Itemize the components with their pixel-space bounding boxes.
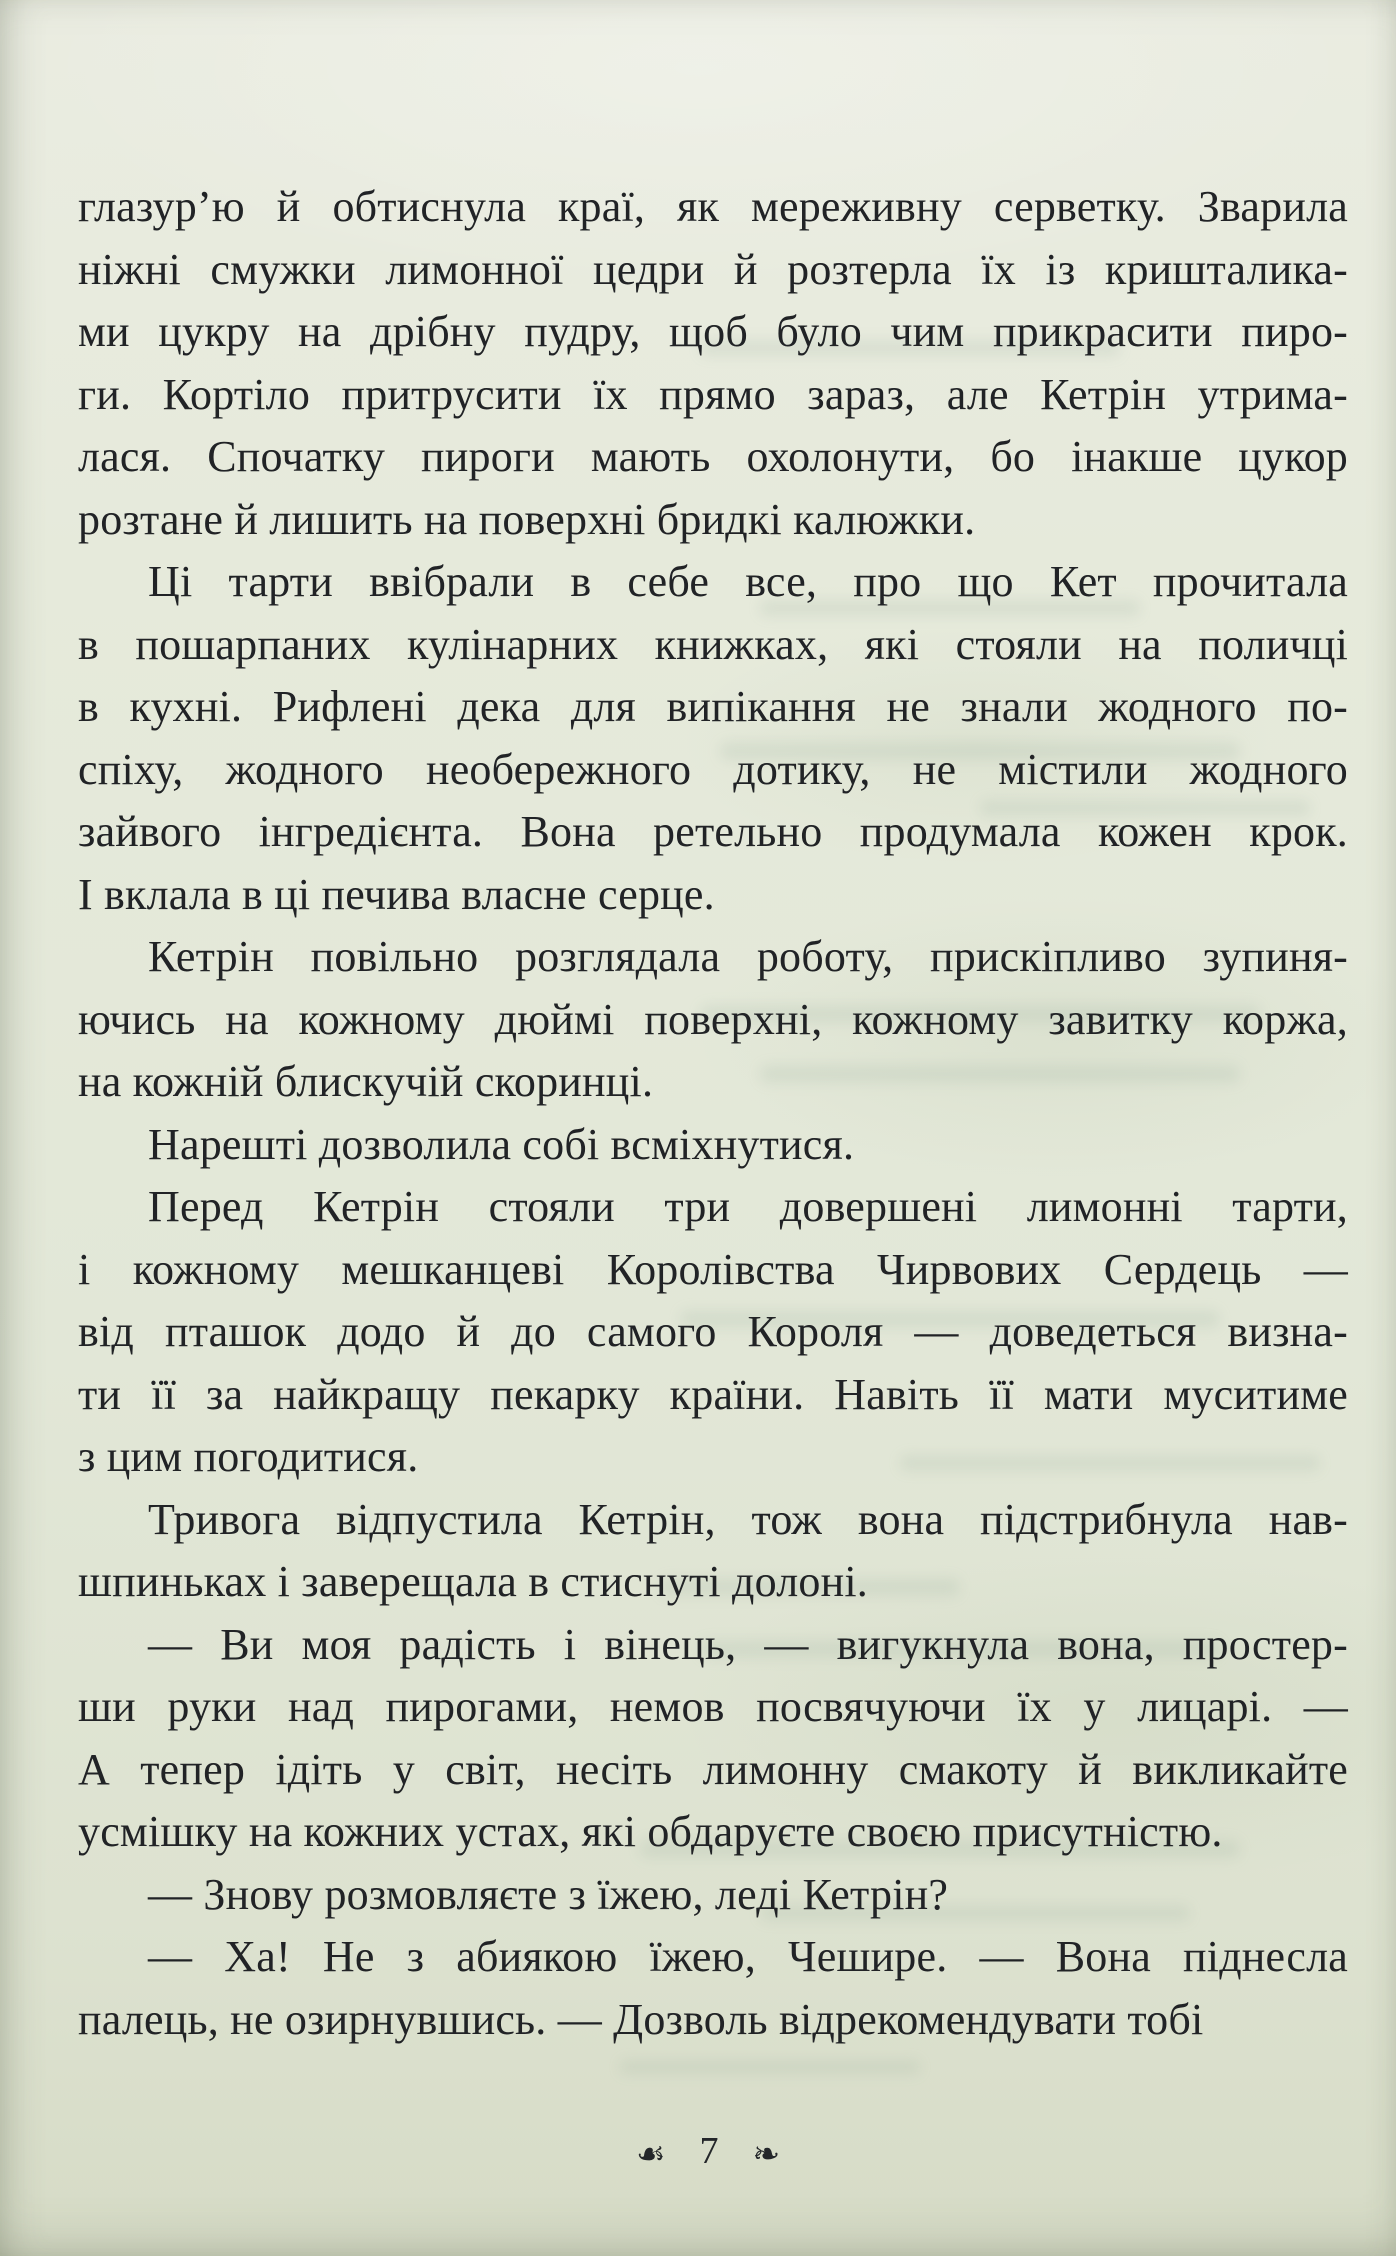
showthrough-smudge (620, 2060, 920, 2074)
text-line: і кожному мешканцеві Королівства Чирвових Сердець — (78, 1244, 1348, 1294)
text-line: ти її за найкращу пекарку країни. Навіть її мати муситиме (78, 1369, 1348, 1419)
text-line: лася. Спочатку пироги мають охолонути, бо інакше цукор (78, 432, 1348, 481)
footer-flourish-right-icon: ❧ (752, 2133, 781, 2173)
text-line: від пташок додо й до самого Короля — доведеться визна- (78, 1307, 1348, 1356)
text-line: ми цукру на дрібну пудру, щоб було чим прикрасити пиро- (78, 307, 1348, 356)
text-line: Кетрін повільно розглядала роботу, прискіпливо зупиня- (148, 932, 1348, 981)
text-line: в пошарпаних кулінарних книжках, які стояли на поличці (78, 619, 1348, 669)
page-text (78, 176, 1348, 2051)
page-footer (10, 2132, 1396, 2174)
text-line: ючись на кожному дюймі поверхні, кожному завитку коржа, (78, 994, 1348, 1044)
text-line: А тепер ідіть у світ, несіть лимонну смакоту й викликайте (78, 1744, 1348, 1794)
page-number: 7 (699, 2130, 719, 2172)
text-line: палець, не озирнувшись. — Дозволь відрекомендувати тобі (78, 1994, 1204, 2044)
text-line: — Ви моя радість і вінець, — вигукнула вона, простер- (148, 1619, 1348, 1669)
text-line: Тривога відпустила Кетрін, тож вона підстрибнула нав- (148, 1494, 1348, 1544)
text-line: — Знову розмовляєте з їжею, леді Кетрін? (148, 1869, 949, 1919)
text-line: в кухні. Рифлені дека для випікання не знали жодного по- (78, 682, 1348, 731)
text-line: — Ха! Не з абиякою їжею, Чешире. — Вона піднесла (148, 1932, 1348, 1981)
text-line: усмішку на кожних устах, які обдаруєте своєю присутністю. (78, 1807, 1223, 1856)
text-line: з цим погодитися. (78, 1432, 419, 1481)
text-line: Перед Кетрін стояли три довершені лимонні тарти, (148, 1182, 1348, 1231)
footer-flourish-left-icon: ☙ (635, 2133, 666, 2173)
text-line: Нарешті дозволила собі всміхнутися. (148, 1119, 855, 1169)
text-line: на кожній блискучій скоринці. (78, 1057, 654, 1106)
text-line: глазур’ю й обтиснула краї, як мереживну серветку. Зварила (78, 182, 1348, 231)
text-line: спіху, жодного необережного дотику, не містили жодного (78, 744, 1348, 794)
text-line: Ці тарти ввібрали в себе все, про що Кет прочитала (148, 557, 1348, 606)
text-line: ги. Кортіло притрусити їх прямо зараз, але Кетрін утрима- (78, 369, 1348, 419)
text-line: розтане й лишить на поверхні бридкі калюжки. (78, 494, 976, 544)
text-line: І вклала в ці печива власне серце. (78, 869, 715, 919)
text-line: шпиньках і заверещала в стиснуті долоні. (78, 1557, 868, 1606)
text-line: ши руки над пирогами, немов посвячуючи їх у лицарі. — (78, 1682, 1348, 1731)
text-line: зайвого інгредієнта. Вона ретельно продумала кожен крок. (78, 807, 1348, 856)
text-line: ніжні смужки лимонної цедри й розтерла їх із кришталика- (78, 244, 1348, 294)
